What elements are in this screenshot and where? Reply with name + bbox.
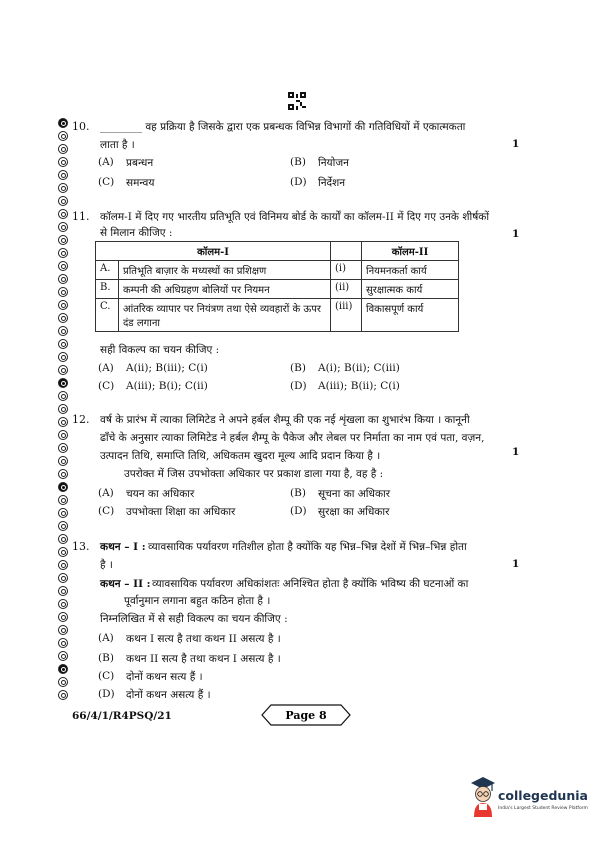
question-text: उत्पादन तिथि, समाप्ति तिथि, अधिकतम खुदरा मूल्य आदि प्रदान किया है ।: [100, 450, 381, 462]
margin-ring-icon: [58, 287, 68, 297]
row-col2: विकासपूर्ण कार्य: [362, 299, 459, 332]
option-key: (C): [98, 505, 115, 517]
table-row: [96, 299, 459, 332]
brand-tagline: India's Largest Student Review Platform: [498, 806, 588, 811]
row-col1: प्रतिभूति बाज़ार के मध्यस्थों का प्रशिक्षण: [119, 261, 331, 280]
option-text: नियोजन: [318, 157, 349, 169]
option-key: (D): [98, 688, 115, 700]
paper-code: 66/4/1/R4PSQ/21: [72, 710, 172, 722]
margin-ring-icon: [58, 118, 68, 128]
row-col2: सुरक्षात्मक कार्य: [362, 280, 459, 299]
question-text: वर्ष के प्रारंभ में त्याका लिमिटेड ने अपने हर्बल शैम्पू की एक नई शृंखला का शुभारंभ किया । कानूनी: [100, 414, 470, 426]
option-text: सुरक्षा का अधिकार: [318, 506, 390, 518]
question-prompt: निम्नलिखित में से सही विकल्प का चयन कीजिए :: [100, 613, 288, 625]
margin-ring-icon: [58, 313, 68, 323]
row-num: (i): [331, 261, 362, 280]
option-key: (C): [98, 670, 115, 682]
margin-ring-icon: [58, 365, 68, 375]
marks: 1: [512, 558, 520, 570]
option-text: सूचना का अधिकार: [318, 488, 391, 500]
margin-decoration: [58, 118, 70, 703]
margin-ring-icon: [58, 638, 68, 648]
margin-ring-icon: [58, 560, 68, 570]
option-key: (A): [98, 487, 114, 499]
option-key: (D): [290, 380, 307, 392]
margin-ring-icon: [58, 443, 68, 453]
option-text: प्रबन्धन: [126, 157, 154, 169]
margin-ring-icon: [58, 573, 68, 583]
margin-ring-icon: [58, 664, 68, 674]
margin-ring-icon: [58, 482, 68, 492]
option-text: कथन I सत्य है तथा कथन II असत्य है ।: [126, 633, 281, 645]
option-text: दोनों कथन असत्य हैं ।: [126, 689, 211, 701]
margin-ring-icon: [58, 404, 68, 414]
margin-ring-icon: [58, 248, 68, 258]
question-text: कॉलम-I में दिए गए भारतीय प्रतिभूति एवं विनिमय बोर्ड के कार्यों का कॉलम-II में दिए गए उनके शीर्षकों: [100, 211, 490, 223]
match-table: [95, 241, 459, 332]
question-number: 13.: [72, 540, 90, 553]
row-key: A.: [96, 261, 119, 280]
column-2-header: कॉलम-II: [362, 242, 459, 261]
margin-ring-icon: [58, 209, 68, 219]
margin-ring-icon: [58, 183, 68, 193]
option-key: (C): [98, 176, 115, 188]
question-number: 12.: [72, 413, 90, 426]
page-number-badge: [261, 704, 351, 726]
margin-ring-icon: [58, 508, 68, 518]
row-num: (ii): [331, 280, 362, 299]
option-text: समन्वय: [126, 177, 155, 189]
statement-2-text: व्यावसायिक पर्यावरण अधिकांशतः अनिश्चित होता है क्योंकि भविष्य की घटनाओं का: [152, 578, 469, 590]
margin-ring-icon: [58, 430, 68, 440]
option-key: (A): [98, 632, 114, 644]
margin-ring-icon: [58, 677, 68, 687]
row-num: (iii): [331, 299, 362, 332]
question-prompt: उपरोक्त में जिस उपभोक्ता अधिकार पर प्रकाश डाला गया है, वह है :: [124, 468, 384, 480]
option-key: (C): [98, 380, 115, 392]
header-spacer: [331, 242, 362, 261]
statement-2-label: कथन – II :: [100, 578, 151, 590]
option-text: निर्देशन: [318, 177, 346, 189]
margin-ring-icon: [58, 274, 68, 284]
option-key: (B): [290, 362, 306, 374]
margin-ring-icon: [58, 495, 68, 505]
page-number: Page 8: [285, 709, 327, 722]
option-text: A(iii); B(i); C(ii): [126, 380, 208, 392]
margin-ring-icon: [58, 222, 68, 232]
option-key: (A): [98, 156, 114, 168]
table-header-row: [96, 242, 459, 261]
table-row: [96, 280, 459, 299]
row-col1: कम्पनी की अधिग्रहण बोलियों पर नियमन: [119, 280, 331, 299]
marks: 1: [512, 138, 520, 150]
margin-ring-icon: [58, 131, 68, 141]
option-text: उपभोक्ता शिक्षा का अधिकार: [126, 506, 236, 518]
margin-ring-icon: [58, 196, 68, 206]
statement-1-text: है ।: [100, 559, 113, 571]
row-col2: नियमनकर्ता कार्य: [362, 261, 459, 280]
statement-1-label: कथन – I :: [100, 541, 146, 553]
table-row: [96, 261, 459, 280]
option-key: (A): [98, 362, 114, 374]
option-text: A(i); B(ii); C(iii): [318, 362, 400, 374]
statement-1-text: व्यावसायिक पर्यावरण गतिशील होता है क्योंकि यह भिन्न–भिन्न देशों में भिन्न–भिन्न होता: [148, 541, 467, 553]
margin-ring-icon: [58, 469, 68, 479]
margin-ring-icon: [58, 417, 68, 427]
margin-ring-icon: [58, 144, 68, 154]
margin-ring-icon: [58, 378, 68, 388]
margin-ring-icon: [58, 391, 68, 401]
marks: 1: [512, 228, 520, 240]
qr-code-icon: [288, 92, 306, 110]
option-key: (B): [290, 156, 306, 168]
margin-ring-icon: [58, 612, 68, 622]
brand-name: collegedunia: [498, 788, 588, 803]
row-col1: आंतरिक व्यापार पर नियंत्रण तथा ऐसे व्यवहारों के ऊपर दंड लगाना: [119, 299, 331, 332]
option-key: (D): [290, 505, 307, 517]
margin-ring-icon: [58, 235, 68, 245]
margin-ring-icon: [58, 261, 68, 271]
margin-ring-icon: [58, 326, 68, 336]
margin-ring-icon: [58, 534, 68, 544]
option-text: दोनों कथन सत्य हैं ।: [126, 671, 203, 683]
option-key: (D): [290, 176, 307, 188]
margin-ring-icon: [58, 547, 68, 557]
marks: 1: [512, 446, 520, 458]
margin-ring-icon: [58, 651, 68, 661]
margin-ring-icon: [58, 521, 68, 531]
question-text: से मिलान कीजिए :: [100, 227, 173, 239]
margin-ring-icon: [58, 456, 68, 466]
option-text: चयन का अधिकार: [126, 488, 195, 500]
margin-ring-icon: [58, 300, 68, 310]
margin-ring-icon: [58, 157, 68, 167]
mascot-logo-icon: [468, 775, 498, 819]
statement-2-text: पूर्वानुमान लगाना बहुत कठिन होता है ।: [124, 595, 271, 607]
question-text: लाता है ।: [100, 139, 135, 151]
option-text: A(iii); B(ii); C(i): [318, 380, 400, 392]
margin-ring-icon: [58, 170, 68, 180]
row-key: B.: [96, 280, 119, 299]
option-key: (B): [290, 487, 306, 499]
column-1-header: कॉलम-I: [96, 242, 331, 261]
question-number: 10.: [72, 120, 90, 133]
margin-ring-icon: [58, 352, 68, 362]
question-number: 11.: [72, 210, 90, 223]
margin-ring-icon: [58, 339, 68, 349]
margin-ring-icon: [58, 690, 68, 700]
question-text: ढाँचे के अनुसार त्याका लिमिटेड ने हर्बल शैम्पू के पैकेज और लेबल पर निर्माता का नाम एवं पता, वज़न,: [100, 432, 485, 444]
question-text: ________ वह प्रक्रिया है जिसके द्वारा एक प्रबन्धक विभिन्न विभागों की गतिविधियों में एकात्मकता: [100, 121, 466, 133]
margin-ring-icon: [58, 586, 68, 596]
question-prompt: सही विकल्प का चयन कीजिए :: [100, 344, 220, 356]
margin-ring-icon: [58, 599, 68, 609]
option-key: (B): [98, 652, 114, 664]
row-key: C.: [96, 299, 119, 332]
option-text: A(ii); B(iii); C(i): [126, 362, 208, 374]
margin-ring-icon: [58, 625, 68, 635]
option-text: कथन II सत्य है तथा कथन I असत्य है ।: [126, 653, 281, 665]
